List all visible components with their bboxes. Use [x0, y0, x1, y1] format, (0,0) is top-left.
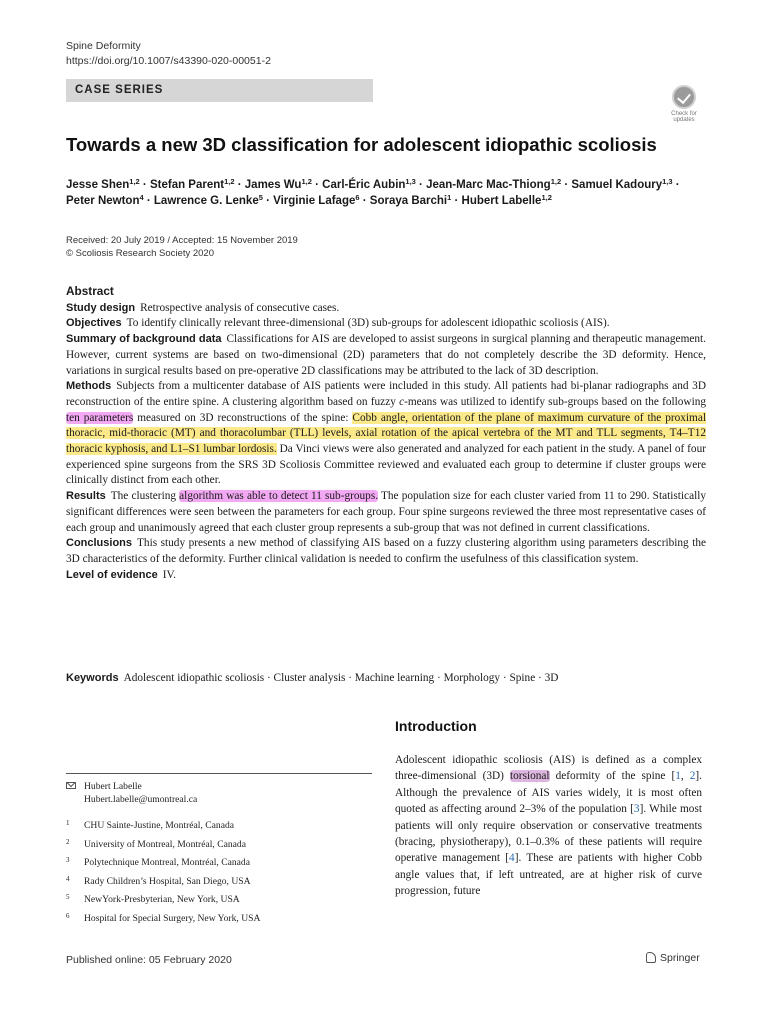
methods-text-3: measured on 3D reconstructions of the spine: — [133, 411, 353, 424]
publisher-name: Springer — [660, 952, 700, 964]
author-affiliation: 5 — [258, 193, 263, 202]
author-name: Jesse Shen — [66, 179, 130, 191]
affiliation-list — [66, 820, 372, 925]
author — [426, 179, 561, 191]
footnotes — [66, 773, 372, 925]
level-label: Level of evidence — [66, 568, 158, 581]
intro-text-2: deformity of the spine [ — [549, 770, 676, 783]
author-name: James Wu — [244, 179, 302, 191]
badge-line-2: updates — [673, 117, 695, 123]
received-accepted: Received: 20 July 2019 / Accepted: 15 November 2019 — [66, 235, 298, 246]
introduction-text — [395, 752, 702, 900]
intro-text-1: Adolescent idiopathic scoliosis (AIS) is defined as a complex three-dimensional (3D) — [395, 754, 702, 783]
author-name: Samuel Kadoury — [571, 179, 663, 191]
affiliation-text: Hospital for Special Surgery, New York, USA — [84, 912, 261, 924]
author-affiliation: 6 — [355, 193, 360, 202]
author-list: Jesse Shen$^{1,2}$ · Stefan Parent$^{1,2}$ · James Wu$^{1,2}$ · Carl-Éric Aubin$^{1,3}$ · Jean-Marc Mac-Thiong$^{1,2}$ · Samuel Kadoury$^{1,3}$ · Peter Newton$^4$ · Lawrence G. Lenke$^5$ · Virginie Lafage$^6$ · Soraya Barchi$^1$ · Hubert Labelle$^{1,2}$ — [66, 177, 680, 207]
badge-line-1: Check for — [671, 111, 697, 117]
intro-text-4: ]. Although the prevalence of AIS varies widely, it is most often quoted as affecting around 2–3% of the population [ — [395, 770, 702, 816]
background — [66, 332, 706, 379]
level-of-evidence — [66, 568, 706, 584]
intro-text-3: , — [680, 770, 690, 783]
citation-1[interactable]: 1 — [675, 770, 681, 783]
paper-title: Towards a new 3D classification for adolescent idiopathic scoliosis — [66, 134, 657, 155]
methods — [66, 379, 706, 489]
affiliation — [66, 820, 372, 832]
abstract — [66, 284, 706, 583]
section-label: CASE SERIES — [66, 79, 373, 102]
corresponding-name: Hubert Labelle — [84, 781, 142, 792]
journal-name: Spine Deformity — [66, 40, 141, 52]
affiliation — [66, 839, 372, 851]
methods-text-1: Subjects from a multicenter database of AIS patients were included in this study. All patients had bi-planar radiographs and 3D reconstruction of the entire spine. A clustering algorithm based on fuzzy — [66, 380, 706, 408]
affiliation-number: 6 — [66, 911, 70, 920]
author-name: Lawrence G. Lenke — [153, 195, 259, 207]
author-affiliation: 4 — [139, 193, 144, 202]
methods-text-4: Da Vinci views were also generated and analyzed for each patient in the study. A panel of four experienced spine surgeons from the SRS 3D Scoliosis Committee reviewed and evaluated each group to determine if cluster groups were clinically distinct from each other. — [66, 443, 706, 487]
keywords-text: Adolescent idiopathic scoliosis · Cluster analysis · Machine learning · Morphology · Spine · 3D — [123, 672, 559, 684]
background-text: Classifications for AIS are developed to assist surgeons in surgical planning and therapeutic management. However, current systems are based on two-dimensional (2D) parameters that do not completely describe the 3D deformity. Hence, variations in surgical results based on pre-operative 2D classifications may be attributed to the lack of 3D description. — [66, 333, 706, 377]
author — [66, 179, 140, 191]
author-name: Hubert Labelle — [461, 195, 542, 207]
dates-block — [66, 234, 298, 260]
affiliation-number: 1 — [66, 819, 70, 827]
citation-3[interactable]: 3 — [633, 803, 640, 816]
conclusions — [66, 536, 706, 567]
affiliation-number: 4 — [66, 874, 70, 883]
author-name: Stefan Parent — [149, 179, 225, 191]
methods-c-italic: c — [399, 395, 405, 408]
highlight-parameter-list: Cobb angle, orientation of the plane of maximum curvature of the proximal thoracic, mid-thoracic (MT) and thoracolumbar (TLL) levels, axial rotation of the apical vertebra of the MT and TLL segments, T4–T12 thoracic kyphosis, and L1–S1 lumbar lordosis. — [66, 411, 706, 456]
abstract-heading: Abstract — [66, 284, 114, 298]
author-affiliation: 1 — [447, 193, 452, 202]
study-design-text: Retrospective analysis of consecutive cases. — [140, 301, 340, 314]
published-date: Published online: 05 February 2020 — [66, 954, 232, 966]
author-affiliation: 1,2 — [301, 177, 312, 186]
author-name: Virginie Lafage — [273, 195, 356, 207]
author — [154, 195, 263, 207]
level-text: IV. — [162, 568, 177, 581]
citation-2[interactable]: 2 — [689, 770, 696, 783]
background-label: Summary of background data — [66, 333, 222, 346]
author — [370, 195, 452, 207]
affiliation-number: 3 — [66, 856, 70, 864]
publisher-logo — [646, 952, 700, 964]
check-updates-icon — [672, 85, 696, 109]
citation-4[interactable]: 4 — [509, 852, 515, 865]
study-design-label: Study design — [66, 301, 136, 314]
author-name: Soraya Barchi — [369, 195, 448, 207]
affiliation — [66, 876, 372, 888]
study-design — [66, 301, 706, 317]
keywords — [66, 672, 706, 684]
objectives-label: Objectives — [66, 317, 122, 330]
objectives-text: To identify clinically relevant three-dimensional (3D) sub-groups for adolescent idiopathic scoliosis (AIS). — [126, 317, 610, 330]
affiliation — [66, 913, 372, 925]
objectives — [66, 316, 706, 332]
author-name: Jean-Marc Mac-Thiong — [426, 179, 551, 191]
author-affiliation: 1,2 — [224, 177, 235, 186]
methods-text-2: -means was utilized to identify sub-groups based on the following — [404, 395, 707, 408]
copyright: © Scoliosis Research Society 2020 — [66, 248, 214, 259]
check-for-updates-badge[interactable] — [664, 84, 704, 124]
author-affiliation: 1,2 — [129, 177, 140, 186]
conclusions-label: Conclusions — [66, 537, 133, 550]
affiliation-text: NewYork-Presbyterian, New York, USA — [84, 894, 240, 905]
author — [245, 179, 312, 191]
affiliation-text: University of Montreal, Montréal, Canada — [84, 838, 246, 850]
corresponding-author — [66, 780, 372, 806]
author — [462, 195, 552, 207]
introduction-heading: Introduction — [395, 718, 477, 734]
affiliation-text: Rady Children’s Hospital, San Diego, USA — [84, 875, 251, 887]
author-name: Carl-Éric Aubin — [322, 179, 406, 191]
author-name: Peter Newton — [66, 195, 140, 207]
methods-label: Methods — [66, 380, 112, 393]
affiliation-number: 2 — [66, 837, 70, 846]
affiliation-text: CHU Sainte-Justine, Montréal, Canada — [84, 820, 235, 831]
highlight-torsional: torsional — [510, 770, 550, 783]
author — [571, 179, 672, 191]
results — [66, 489, 706, 536]
envelope-icon — [66, 782, 76, 789]
author-affiliation: 1,2 — [541, 193, 552, 202]
springer-horse-icon — [646, 952, 656, 963]
results-label: Results — [66, 490, 106, 503]
affiliation-text: Polytechnique Montreal, Montréal, Canada — [84, 857, 250, 868]
author — [150, 179, 235, 191]
results-text-2: The population size for each cluster varied from 11 to 290. Statistically significant differences were seen between the parameters for each group. Four spine surgeons reviewed the three most representative cases of each group and unanimously agreed that each cluster group represents a sub-group that was not defined in current classifications. — [66, 490, 707, 534]
doi-link[interactable]: https://doi.org/10.1007/s43390-020-00051-2 — [66, 55, 271, 67]
author — [273, 195, 359, 207]
author — [322, 179, 416, 191]
intro-text-5: ]. While most patients will only require observation or conservative treatments (bracing, physiotherapy), 0.1–0.3% of these patients will require operative management [ — [395, 803, 702, 865]
author-affiliation: 1,2 — [550, 177, 562, 186]
highlight-sub-groups: algorithm was able to detect 11 sub-groups. — [179, 490, 379, 503]
highlight-ten-parameters: ten parameters — [66, 411, 134, 424]
results-text-1: The clustering — [110, 490, 180, 503]
author-affiliation: 1,3 — [662, 177, 673, 186]
corresponding-email[interactable]: Hubert.labelle@umontreal.ca — [84, 794, 198, 805]
conclusions-text: This study presents a new method of classifying AIS based on a fuzzy clustering algorithm using parameters describing the 3D characteristics of the deformity. Further clinical validation is needed to confirm the usefulness of this classification system. — [66, 537, 706, 565]
author — [66, 195, 144, 207]
affiliation — [66, 857, 372, 869]
intro-text-6: ]. These are patients with higher Cobb angle values that, if left untreated, are at higher risk of curve progression, future — [395, 852, 703, 898]
keywords-label: Keywords — [66, 672, 119, 684]
affiliation — [66, 894, 372, 906]
affiliation-number: 5 — [66, 893, 70, 901]
author-affiliation: 1,3 — [405, 177, 416, 186]
